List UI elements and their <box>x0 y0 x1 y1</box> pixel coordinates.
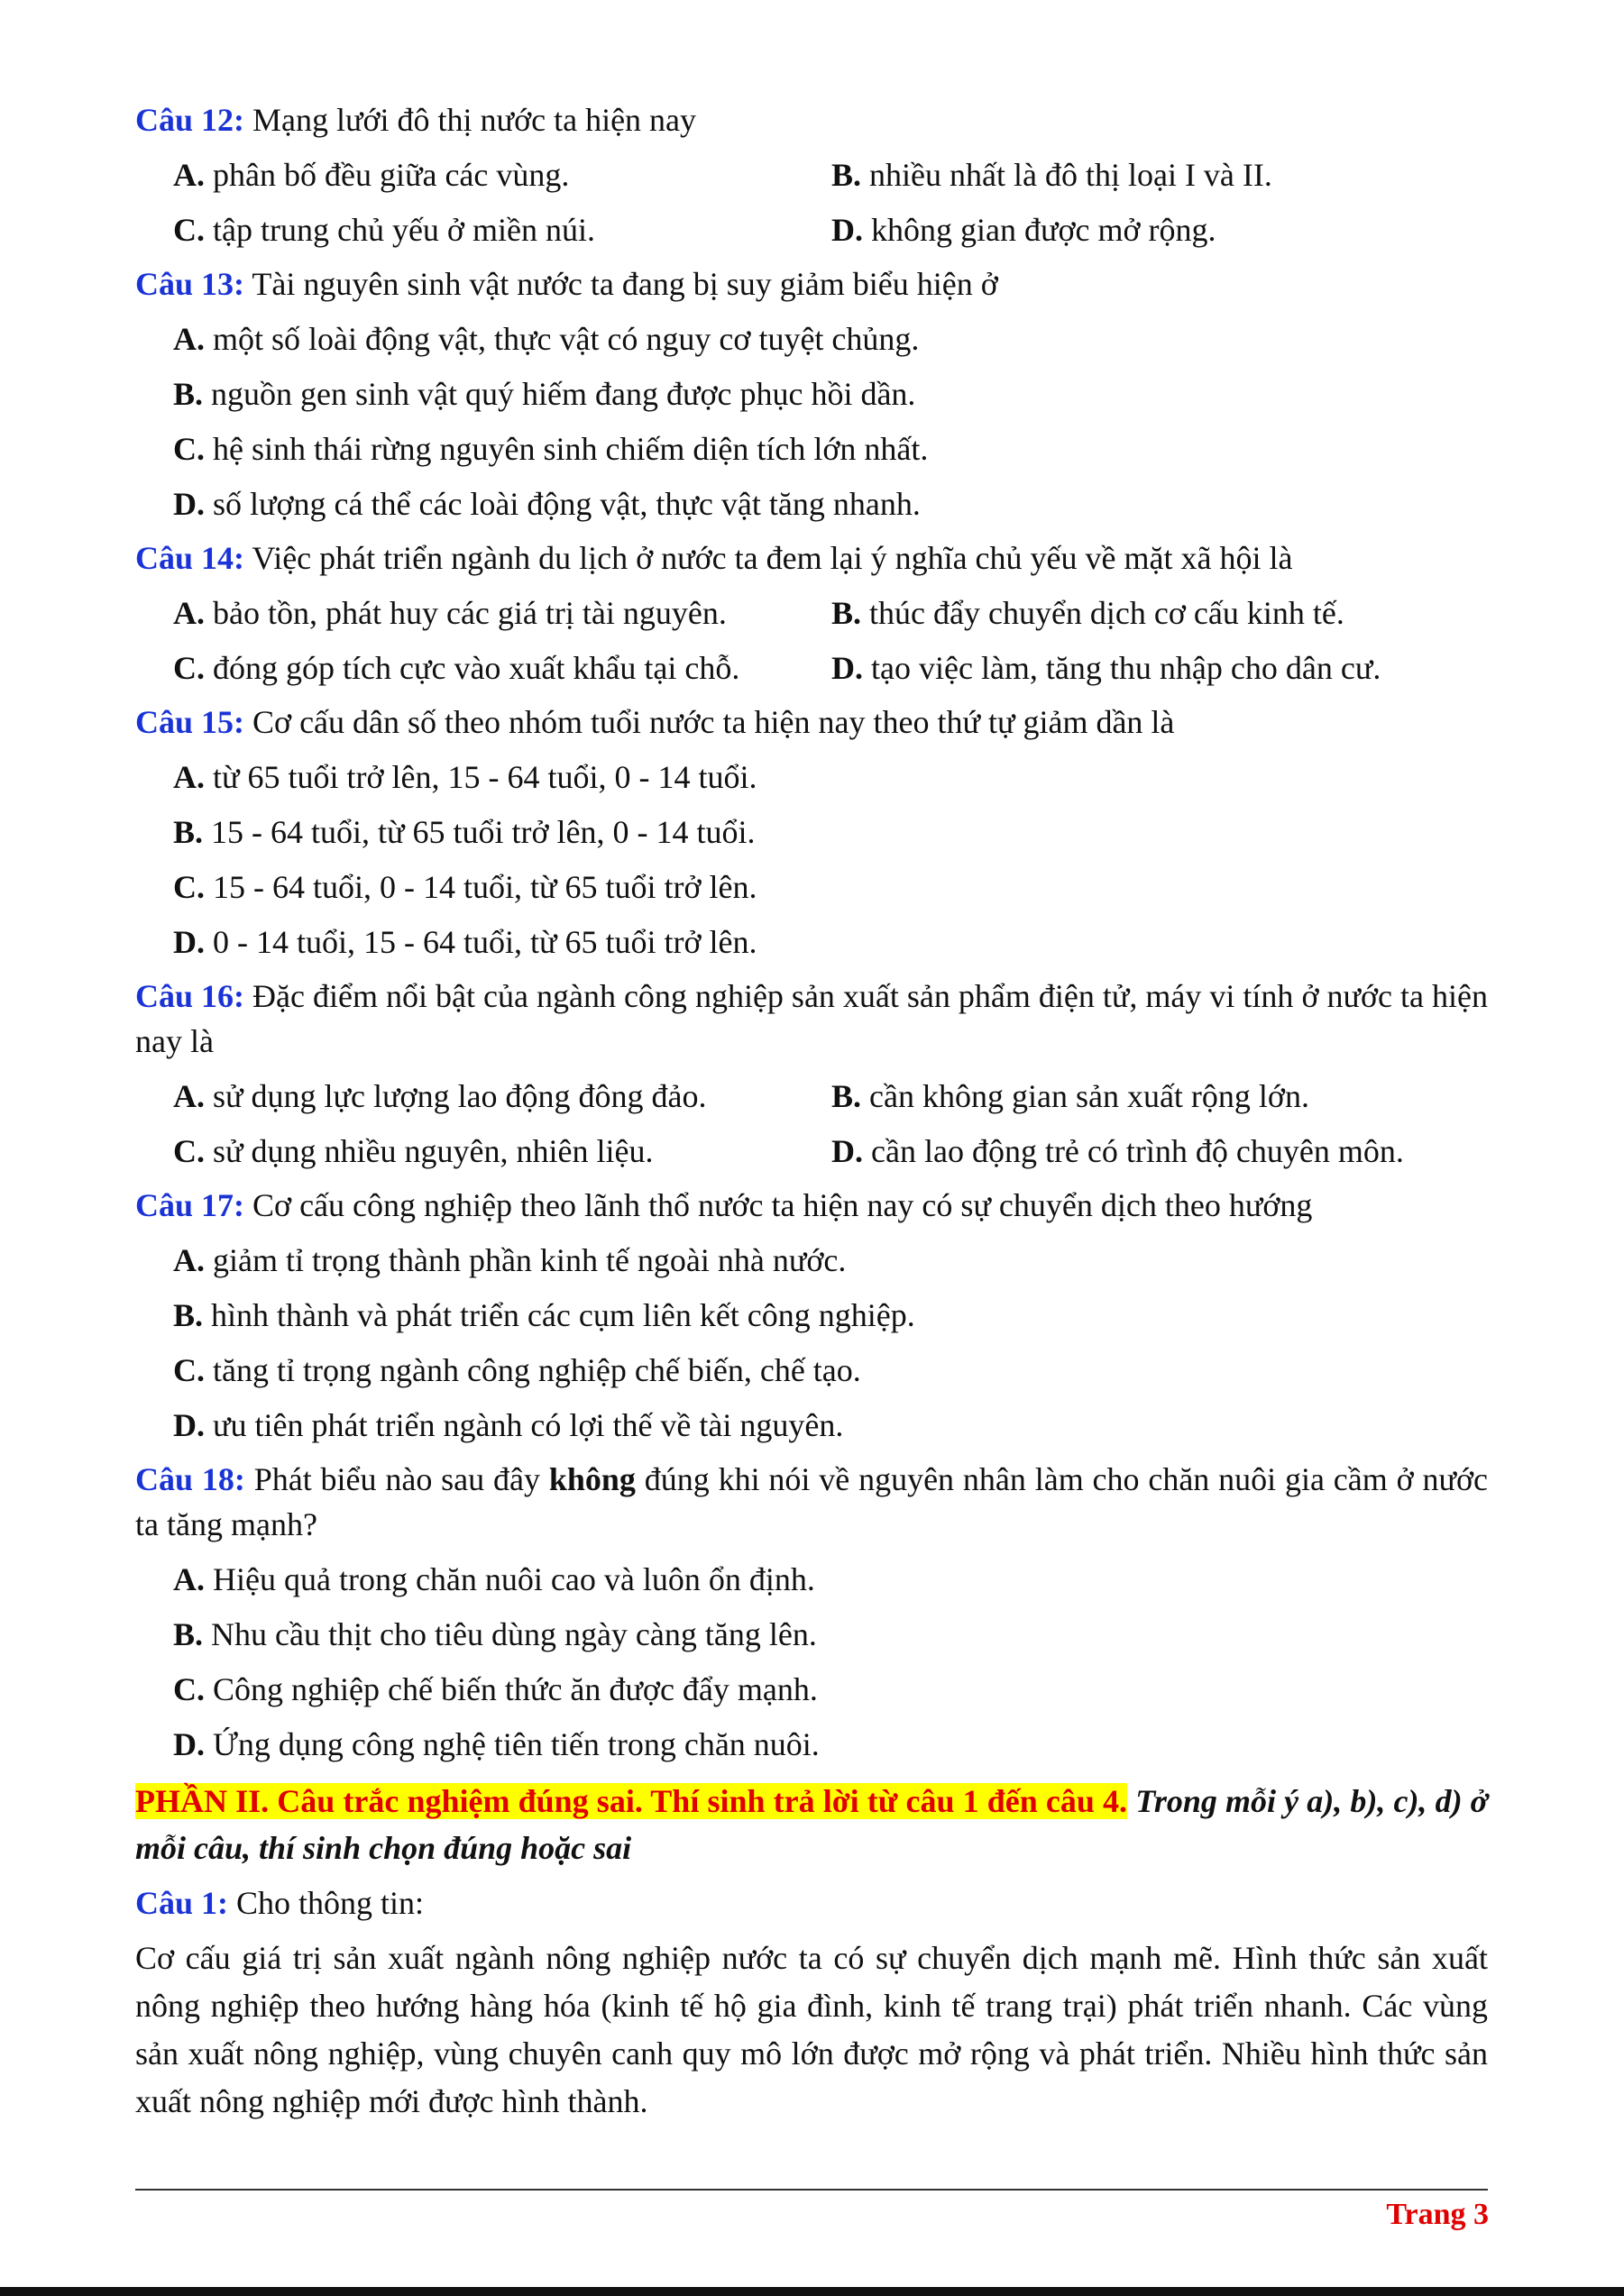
option-text: Công nghiệp chế biến thức ăn được đẩy mạnh. <box>205 1671 818 1707</box>
option-row <box>135 152 1488 197</box>
option-label: A. <box>173 759 205 795</box>
option-b <box>831 590 1488 636</box>
exam-page <box>135 97 1488 2126</box>
option-row <box>135 207 1488 252</box>
question-number: Câu 12: <box>135 102 245 138</box>
question-text: Tài nguyên sinh vật nước ta đang bị suy giảm biểu hiện ở <box>244 266 998 302</box>
section-2-heading <box>135 1778 1488 1871</box>
question-number: Câu 1: <box>135 1885 229 1921</box>
option-c <box>173 1129 831 1174</box>
option-a <box>173 152 831 197</box>
section-instruction: Trong mỗi ý a), b), c), d) ở mỗi câu, thí sinh chọn đúng hoặc sai <box>135 1783 1488 1866</box>
question-16 <box>135 974 1488 1064</box>
option-a <box>135 755 1488 800</box>
option-label: C. <box>173 1133 205 1169</box>
question-17 <box>135 1183 1488 1228</box>
option-d <box>831 207 1488 252</box>
question-14 <box>135 535 1488 581</box>
question-text: đúng khi nói về nguyên nhân làm cho chăn nuôi gia cầm ở nước ta tăng mạnh? <box>135 1461 1488 1542</box>
option-d <box>135 919 1488 965</box>
option-label: C. <box>173 650 205 686</box>
option-label: D. <box>173 1407 205 1443</box>
option-text: Nhu cầu thịt cho tiêu dùng ngày càng tăng lên. <box>203 1616 817 1652</box>
option-text: Ứng dụng công nghệ tiên tiến trong chăn nuôi. <box>205 1726 820 1762</box>
option-text: nguồn gen sinh vật quý hiếm đang được phục hồi dần. <box>203 376 916 412</box>
option-text: 15 - 64 tuổi, 0 - 14 tuổi, từ 65 tuổi trở lên. <box>205 869 757 905</box>
question-13 <box>135 261 1488 306</box>
option-text: hệ sinh thái rừng nguyên sinh chiếm diện tích lớn nhất. <box>205 431 929 467</box>
option-b <box>831 152 1488 197</box>
bottom-border <box>0 2287 1624 2296</box>
option-c <box>135 864 1488 910</box>
option-c <box>173 207 831 252</box>
option-b <box>831 1074 1488 1119</box>
option-row <box>135 590 1488 636</box>
option-b <box>135 371 1488 416</box>
option-text: từ 65 tuổi trở lên, 15 - 64 tuổi, 0 - 14 tuổi. <box>205 759 757 795</box>
question-text: Cho thông tin: <box>228 1885 425 1921</box>
question-15 <box>135 700 1488 745</box>
option-text: sử dụng lực lượng lao động đông đảo. <box>205 1078 707 1114</box>
option-d <box>135 1722 1488 1767</box>
part2-question-1 <box>135 1880 1488 1926</box>
option-label: B. <box>831 595 862 631</box>
option-text: số lượng cá thể các loài động vật, thực vật tăng nhanh. <box>205 486 921 522</box>
question-12 <box>135 97 1488 142</box>
option-label: A. <box>173 1078 205 1114</box>
option-c <box>173 645 831 691</box>
question-18 <box>135 1457 1488 1547</box>
option-label: A. <box>173 1242 205 1278</box>
option-c <box>135 1667 1488 1712</box>
question-text: Đặc điểm nổi bật của ngành công nghiệp sản xuất sản phẩm điện tử, máy vi tính ở nước ta hiện nay là <box>135 978 1488 1059</box>
option-text: cần không gian sản xuất rộng lớn. <box>861 1078 1309 1114</box>
question-number: Câu 18: <box>135 1461 245 1497</box>
option-text: sử dụng nhiều nguyên, nhiên liệu. <box>205 1133 654 1169</box>
option-row <box>135 645 1488 691</box>
question-text: Phát biểu nào sau đây <box>244 1461 549 1497</box>
option-d <box>135 1403 1488 1448</box>
footer-divider <box>135 2189 1488 2191</box>
option-label: C. <box>173 869 205 905</box>
option-label: C. <box>173 1352 205 1388</box>
option-text: tập trung chủ yếu ở miền núi. <box>205 212 595 248</box>
option-b <box>135 810 1488 855</box>
question-text: Việc phát triển ngành du lịch ở nước ta đem lại ý nghĩa chủ yếu về mặt xã hội là <box>244 540 1293 576</box>
question-number: Câu 16: <box>135 978 245 1014</box>
option-text: phân bố đều giữa các vùng. <box>205 157 570 193</box>
page-number: Trang 3 <box>1386 2198 1489 2231</box>
option-text: nhiều nhất là đô thị loại I và II. <box>861 157 1272 193</box>
option-label: B. <box>173 814 204 850</box>
option-d <box>135 481 1488 526</box>
option-label: B. <box>831 1078 862 1114</box>
option-label: A. <box>173 157 205 193</box>
option-label: B. <box>173 1297 204 1333</box>
option-text: hình thành và phát triển các cụm liên kết công nghiệp. <box>203 1297 915 1333</box>
option-text: một số loài động vật, thực vật có nguy cơ tuyệt chủng. <box>205 321 920 357</box>
option-a <box>135 316 1488 361</box>
question-number: Câu 15: <box>135 704 245 740</box>
option-label: D. <box>173 924 205 960</box>
option-d <box>831 1129 1488 1174</box>
option-label: D. <box>173 1726 205 1762</box>
option-label: A. <box>173 321 205 357</box>
option-label: D. <box>831 650 863 686</box>
option-label: A. <box>173 595 205 631</box>
option-a <box>173 590 831 636</box>
option-c <box>135 426 1488 471</box>
emphasis-word: không <box>548 1461 636 1497</box>
option-label: C. <box>173 1671 205 1707</box>
option-a <box>173 1074 831 1119</box>
option-text: không gian được mở rộng. <box>863 212 1216 248</box>
option-text: tăng tỉ trọng ngành công nghiệp chế biến, chế tạo. <box>205 1352 861 1388</box>
question-text: Cơ cấu dân số theo nhóm tuổi nước ta hiện nay theo thứ tự giảm dần là <box>244 704 1175 740</box>
option-a <box>135 1238 1488 1283</box>
question-number: Câu 14: <box>135 540 245 576</box>
option-b <box>135 1612 1488 1657</box>
question-number: Câu 13: <box>135 266 245 302</box>
question-number: Câu 17: <box>135 1187 245 1223</box>
option-text: ưu tiên phát triển ngành có lợi thế về tài nguyên. <box>205 1407 844 1443</box>
option-text: 15 - 64 tuổi, từ 65 tuổi trở lên, 0 - 14 tuổi. <box>203 814 756 850</box>
option-text: 0 - 14 tuổi, 15 - 64 tuổi, từ 65 tuổi trở lên. <box>205 924 757 960</box>
option-label: B. <box>173 376 204 412</box>
option-label: C. <box>173 431 205 467</box>
option-text: bảo tồn, phát huy các giá trị tài nguyên. <box>205 595 727 631</box>
option-text: thúc đẩy chuyển dịch cơ cấu kinh tế. <box>861 595 1344 631</box>
option-label: B. <box>831 157 862 193</box>
section-title: PHẦN II. Câu trắc nghiệm đúng sai. Thí sinh trả lời từ câu 1 đến câu 4. <box>135 1783 1128 1819</box>
option-label: B. <box>173 1616 204 1652</box>
option-c <box>135 1348 1488 1393</box>
option-label: C. <box>173 212 205 248</box>
option-text: Hiệu quả trong chăn nuôi cao và luôn ổn định. <box>205 1561 815 1597</box>
option-text: cần lao động trẻ có trình độ chuyên môn. <box>863 1133 1404 1169</box>
info-paragraph: Cơ cấu giá trị sản xuất ngành nông nghiệp nước ta có sự chuyển dịch mạnh mẽ. Hình thức sản xuất nông nghiệp theo hướng hàng hóa (kinh tế hộ gia đình, kinh tế trang trại) phát triển nhanh. Các vùng sản xuất nông nghiệp, vùng chuyên canh quy mô lớn được mở rộng và phát triển. Nhiều hình thức sản xuất nông nghiệp mới được hình thành. <box>135 1940 1488 2119</box>
option-row <box>135 1074 1488 1119</box>
option-label: D. <box>173 486 205 522</box>
option-a <box>135 1557 1488 1602</box>
question-text: Mạng lưới đô thị nước ta hiện nay <box>244 102 697 138</box>
option-label: A. <box>173 1561 205 1597</box>
option-label: D. <box>831 212 863 248</box>
option-text: tạo việc làm, tăng thu nhập cho dân cư. <box>863 650 1381 686</box>
option-b <box>135 1293 1488 1338</box>
option-text: đóng góp tích cực vào xuất khẩu tại chỗ. <box>205 650 740 686</box>
option-row <box>135 1129 1488 1174</box>
question-text: Cơ cấu công nghiệp theo lãnh thổ nước ta hiện nay có sự chuyển dịch theo hướng <box>244 1187 1313 1223</box>
option-d <box>831 645 1488 691</box>
option-label: D. <box>831 1133 863 1169</box>
option-text: giảm tỉ trọng thành phần kinh tế ngoài nhà nước. <box>205 1242 847 1278</box>
